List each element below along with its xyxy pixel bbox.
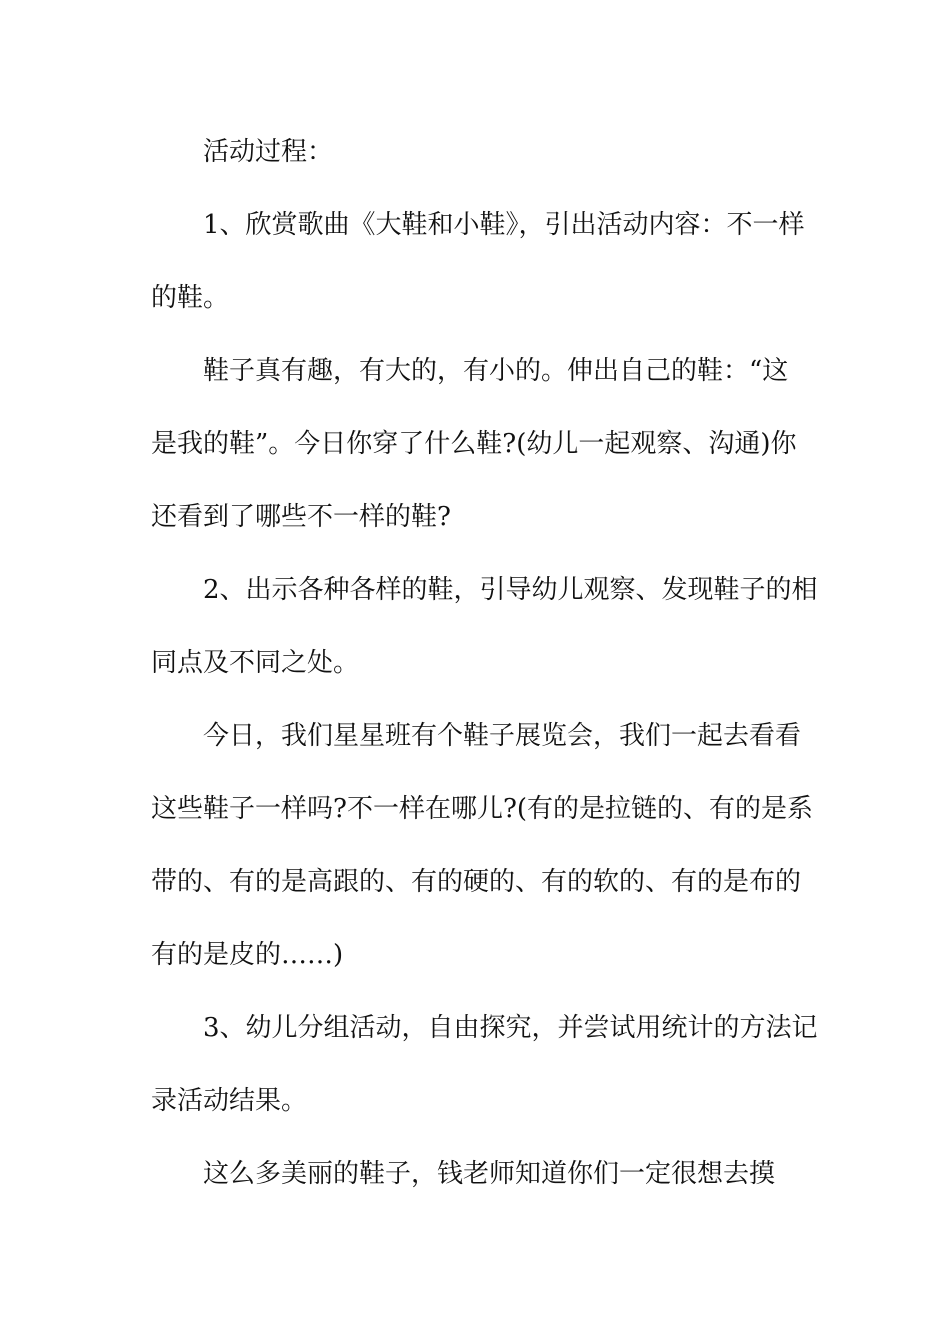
- heading-activity-process: 活动过程：: [203, 137, 334, 167]
- paragraph-line: 录活动结果。: [151, 1086, 308, 1116]
- paragraph-line: 2、出示各种各样的鞋，引导幼儿观察、发现鞋子的相: [203, 575, 818, 605]
- paragraph-line: 的鞋。: [151, 283, 230, 313]
- paragraph-line: 有的是皮的……): [151, 940, 344, 970]
- paragraph-line: 带的、有的是高跟的、有的硬的、有的软的、有的是布的: [151, 867, 802, 897]
- body-text: [151, 134, 818, 1192]
- paragraph-line: 还看到了哪些不一样的鞋?: [151, 502, 451, 532]
- paragraph-line: 是我的鞋”。今日你穿了什么鞋?(幼儿一起观察、沟通)你: [151, 429, 797, 459]
- paragraph-line: 这些鞋子一样吗?不一样在哪儿?(有的是拉链的、有的是系: [151, 794, 814, 824]
- paragraph-line: 鞋子真有趣，有大的，有小的。伸出自己的鞋：“这: [203, 356, 789, 386]
- paragraph-line: 今日，我们星星班有个鞋子展览会，我们一起去看看: [203, 721, 802, 751]
- paragraph-line: 同点及不同之处。: [151, 648, 360, 678]
- paragraph-line: 3、幼儿分组活动，自由探究，并尝试用统计的方法记: [203, 1013, 818, 1043]
- paragraph-line: 1、欣赏歌曲《大鞋和小鞋》，引出活动内容：不一样: [203, 210, 805, 240]
- paragraph-line: 这么多美丽的鞋子，钱老师知道你们一定很想去摸: [203, 1159, 776, 1189]
